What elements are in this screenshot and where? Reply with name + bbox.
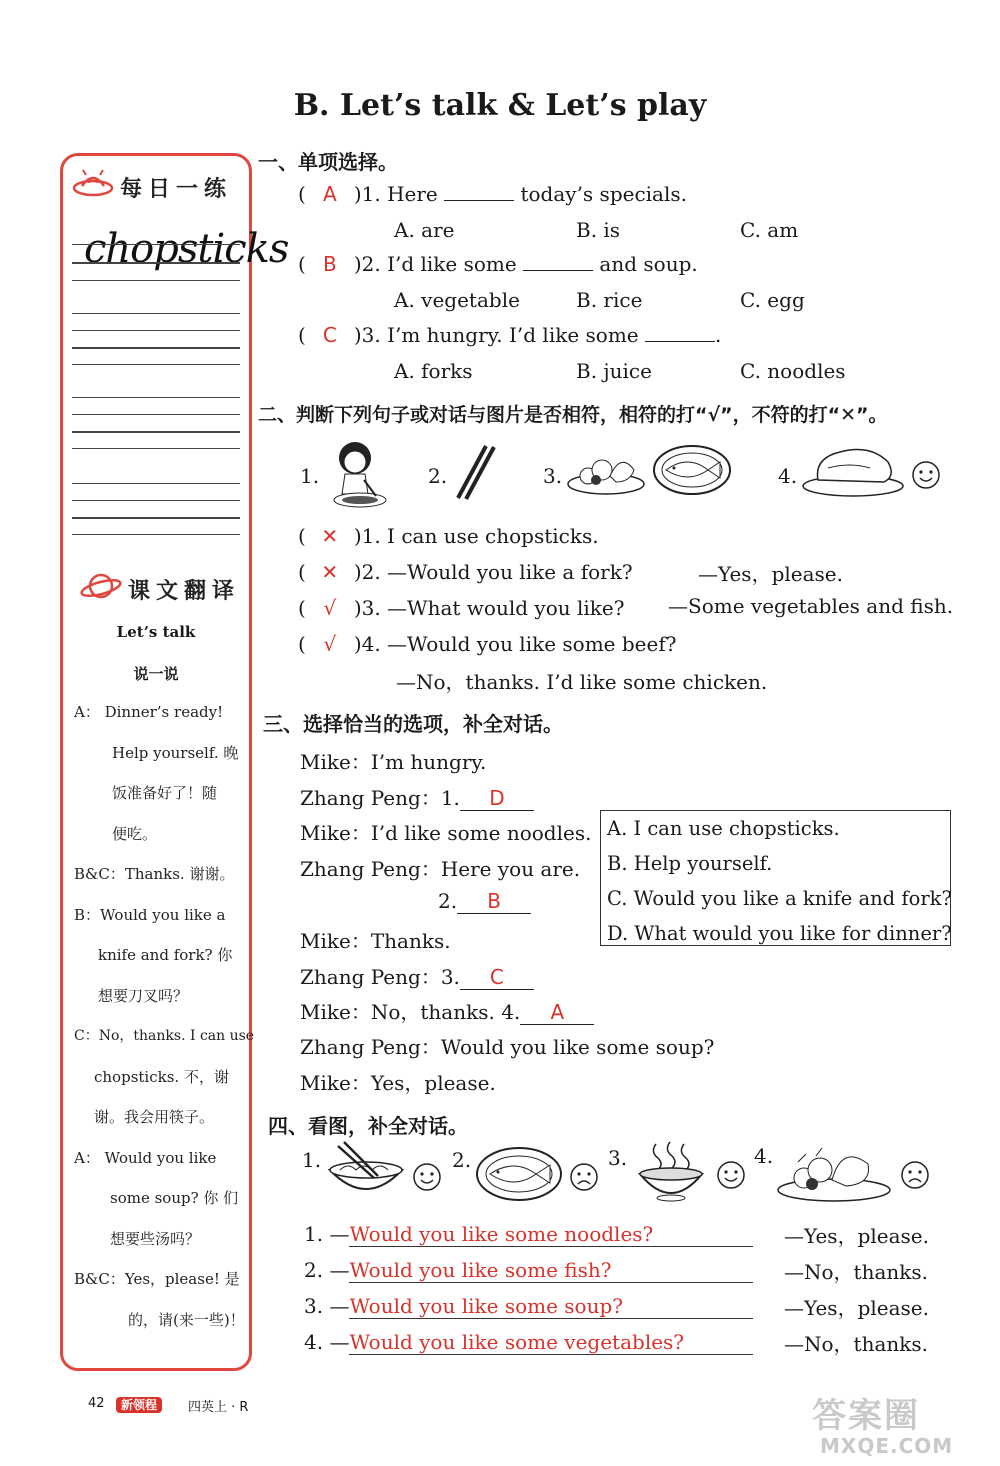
fill-answer: Would you like some soup?: [349, 1294, 753, 1319]
judge-mark: ✕: [321, 560, 339, 584]
watermark-url: MXQE.COM: [820, 1434, 954, 1458]
option: A. forks: [394, 359, 473, 383]
option: C. Would you like a knife and fork?: [607, 887, 952, 910]
answer: B: [322, 252, 337, 276]
noodles-bowl-picture: [324, 1140, 408, 1202]
translation-line: C：No，thanks. I can use: [74, 1028, 255, 1044]
option: B. Help yourself.: [607, 852, 773, 875]
dialog-line: Zhang Peng：1. D: [300, 782, 534, 811]
judge-reply: —Yes，please.: [698, 562, 843, 586]
translation-line: 想要些汤吗？: [110, 1229, 201, 1248]
pic-label: 4.: [754, 1144, 774, 1168]
dialog-line: Mike：No，thanks. 4. A: [300, 996, 594, 1025]
translation-line: 的，请(来一些)！: [128, 1310, 245, 1329]
part1-heading: 一、单项选择。: [258, 150, 398, 174]
translation-line: 想要刀叉吗？: [98, 986, 189, 1005]
girl-eating-picture: [320, 438, 390, 512]
chicken-plate-picture: [800, 440, 906, 498]
question-2: ( B )2. I’d like some and soup.: [298, 252, 698, 276]
dialog-line: Zhang Peng：3. C: [300, 961, 534, 990]
fish-plate-picture: [474, 1144, 564, 1204]
translation-line: some soup? 你 们: [110, 1189, 239, 1207]
option: A. vegetable: [394, 288, 520, 312]
soup-bowl-picture: [630, 1140, 712, 1204]
fill-answer: B: [457, 889, 531, 914]
page-title: B. Let’s talk & Let’s play: [293, 88, 707, 123]
judge-item-1: ( ✕ )1. I can use chopsticks.: [298, 524, 599, 548]
judge-reply: —Some vegetables and fish.: [668, 594, 954, 618]
reply: —No，thanks.: [784, 1332, 929, 1356]
judge-item-3: ( √ )3. —What would you like?: [298, 596, 625, 620]
dialog-line: Mike：I’m hungry.: [300, 750, 487, 774]
option: B. is: [576, 218, 621, 242]
pic-label: 3.: [608, 1146, 628, 1170]
dialog-line: Zhang Peng：Would you like some soup?: [300, 1035, 715, 1059]
part2-heading: 二、判断下列句子或对话与图片是否相符，相符的打“√”，不符的打“✕”。: [258, 404, 888, 426]
translation-line: B：Would you like a: [74, 905, 226, 924]
chopsticks-picture: [450, 442, 500, 502]
translation-text: [74, 692, 255, 1340]
watermark-logo: 答案圈: [812, 1396, 920, 1436]
smiley-face-icon: [412, 1162, 442, 1192]
dialog-line: Mike：Yes，please.: [300, 1071, 496, 1095]
lets-talk-title-cn: 说一说: [133, 665, 179, 683]
option: B. juice: [576, 359, 652, 383]
dialog-row-4: 4. —Would you like some vegetables?: [304, 1330, 753, 1355]
dialog-row-3: 3. —Would you like some soup?: [304, 1294, 753, 1319]
pic-label: 4.: [778, 464, 798, 488]
dialog-line: Mike：Thanks.: [300, 929, 451, 953]
sad-face-icon: [569, 1162, 599, 1192]
option: D. What would you like for dinner?: [607, 922, 952, 945]
fish-plate-picture: [652, 442, 732, 498]
dialog-line: 2. B: [438, 889, 531, 914]
option: B. rice: [576, 288, 643, 312]
translation-line: B&C：Yes，please! 是: [74, 1270, 240, 1288]
page-number: 42: [88, 1396, 105, 1411]
pic-label: 2.: [428, 464, 448, 488]
judge-mark: ✕: [321, 524, 339, 548]
translation-heading: 课文翻译: [128, 579, 241, 604]
reply: —No，thanks.: [784, 1260, 929, 1284]
translation-line: chopsticks. 不，谢: [94, 1067, 229, 1086]
translation-line: 饭准备好了！随: [112, 784, 218, 802]
answer: C: [322, 323, 337, 347]
judge-mark: √: [323, 632, 337, 656]
judge-item-2: ( ✕ )2. —Would you like a fork?: [298, 560, 633, 584]
fill-answer: C: [460, 965, 534, 990]
grade-label: 四英上 · R: [188, 1400, 249, 1415]
brand-logo: 新领程: [116, 1394, 162, 1413]
option: C. noodles: [740, 359, 846, 383]
option: C. egg: [740, 288, 805, 312]
fill-answer: A: [520, 1000, 594, 1025]
planet-icon: [80, 568, 122, 604]
dialog-row-1: 1. —Would you like some noodles?: [304, 1222, 753, 1247]
dialog-line: Zhang Peng：Here you are.: [300, 857, 581, 881]
fill-answer: Would you like some vegetables?: [349, 1330, 753, 1355]
reply: —Yes，please.: [784, 1224, 929, 1248]
question-1: ( A )1. Here today’s specials.: [298, 182, 687, 206]
judge-reply: —No，thanks. I’d like some chicken.: [396, 670, 768, 694]
pic-label: 2.: [452, 1148, 472, 1172]
fill-answer: Would you like some fish?: [349, 1258, 753, 1283]
judge-item-4: ( √ )4. —Would you like some beef?: [298, 632, 677, 656]
smiley-face-icon: [716, 1160, 746, 1190]
fill-answer: Would you like some noodles?: [349, 1222, 753, 1247]
pic-label: 1.: [302, 1148, 322, 1172]
option: A. are: [394, 218, 455, 242]
translation-line: knife and fork? 你: [98, 946, 233, 964]
reply: —Yes，please.: [784, 1296, 929, 1320]
smiley-face-icon: [911, 460, 941, 490]
answer: A: [322, 182, 337, 206]
translation-line: A： Dinner’s ready!: [74, 703, 224, 721]
practice-word: chopsticks: [84, 226, 289, 272]
pic-label: 3.: [543, 464, 563, 488]
question-3: ( C )3. I’m hungry. I’d like some .: [298, 323, 722, 347]
dialog-row-2: 2. —Would you like some fish?: [304, 1258, 753, 1283]
option: A. I can use chopsticks.: [607, 817, 840, 840]
ufo-icon: [72, 168, 114, 200]
vegetables-plate-picture: [776, 1140, 892, 1204]
part4-heading: 四、看图，补全对话。: [268, 1114, 468, 1138]
translation-line: B&C：Thanks. 谢谢。: [74, 865, 235, 883]
part3-heading: 三、选择恰当的选项，补全对话。: [263, 712, 563, 736]
translation-line: 便吃。: [112, 824, 158, 843]
translation-line: A： Would you like: [74, 1148, 217, 1167]
fill-answer: D: [460, 786, 534, 811]
vegetables-plate-picture: [566, 446, 646, 496]
sad-face-icon: [900, 1160, 930, 1190]
lets-talk-title: Let’s talk: [116, 623, 196, 641]
translation-line: Help yourself. 晚: [112, 743, 239, 762]
dialog-line: Mike：I’d like some noodles.: [300, 821, 592, 845]
translation-line: 谢。我会用筷子。: [94, 1108, 215, 1126]
options-box: [600, 810, 951, 946]
pic-label: 1.: [300, 464, 320, 488]
option: C. am: [740, 218, 799, 242]
judge-mark: √: [323, 596, 337, 620]
daily-practice-heading: 每日一练: [120, 177, 233, 202]
